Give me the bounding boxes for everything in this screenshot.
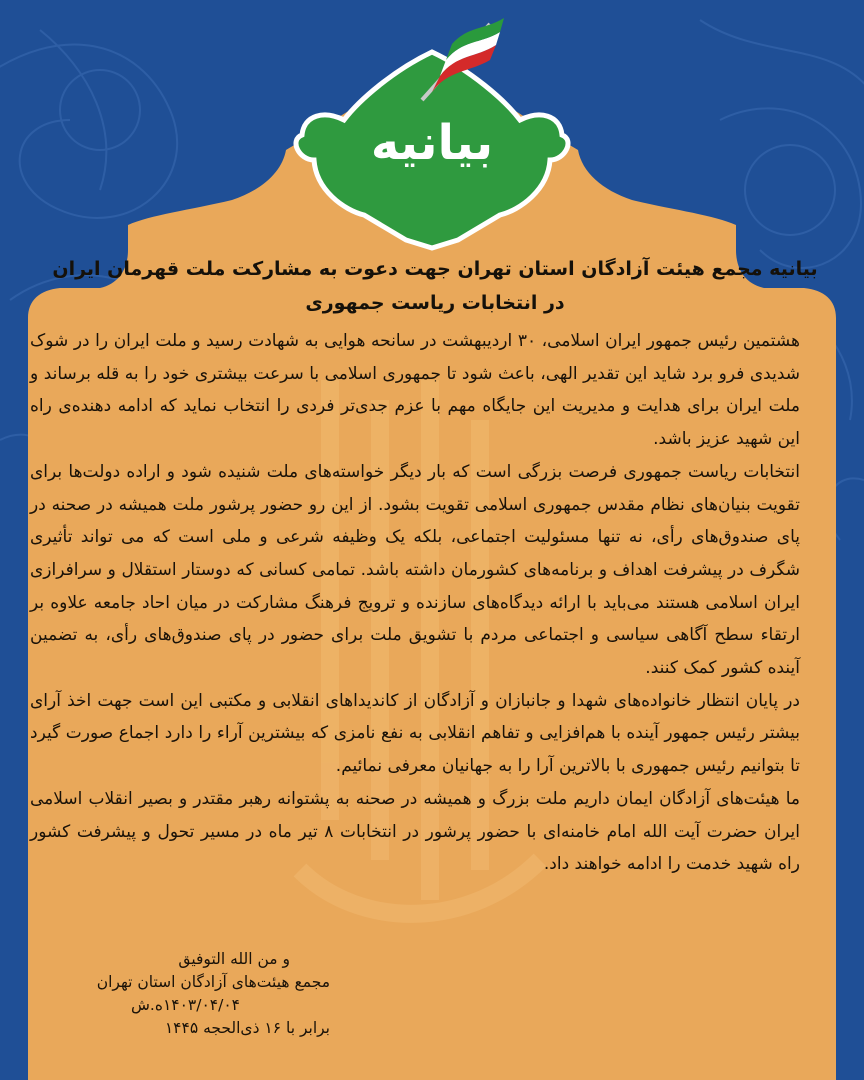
statement-body bbox=[30, 325, 800, 881]
closing-line-1: و من الله التوفیق bbox=[178, 950, 290, 968]
paragraph-3: در پایان انتظار خانواده‌های شهدا و جانبازان و آزادگان از کاندیداهای انقلابی و مکتبی این است جهت اخذ آرای بیشتر رئیس جمهور آینده با هم‌افزایی و تفاهم انقلابی به نفع نامزی که بیشترین آراء را دارد اجماع صورت گیرد تا بتوانیم رئیس جمهوری با بالاترین آرا را به جهانیان معرفی نمائیم. bbox=[30, 690, 800, 777]
closing-signature bbox=[60, 948, 330, 1040]
closing-line-2: مجمع هیئت‌های آزادگان استان تهران bbox=[96, 973, 330, 991]
title-line-2: در انتخابات ریاست جمهوری bbox=[305, 292, 565, 314]
paragraph-2: انتخابات ریاست جمهوری فرصت بزرگی است که بار دیگر خواسته‌های ملت شنیده شود و اراده دولت‌ها برای تقویت بنیان‌های نظام مقدس جمهوری اسلامی تقویت بشود. از این رو حضور پرشور ملت همیشه در صحنه در پای صندوق‌های رأی، نه تنها مسئولیت اجتماعی، بلکه یک وظیفه شرعی و ملی است که می تواند تأثیری شگرف در پیشرفت اهداف و برنامه‌های کشورمان داشته باشد. تمامی کسانی که دوستار استقلال و سرافرازی ایران اسلامی هستند می‌باید با ارائه دیدگاه‌های سازنده و ترویج فرهنگ مشارکت در میان احاد جامعه علاوه بر ارتقاء سطح آگاهی سیاسی و اجتماعی مردم با تشویق ملت برای حضور در پای صندوق‌های رأی، به تضمین آینده کشور کمک کنند. bbox=[30, 461, 800, 679]
paragraph-1: هشتمین رئیس جمهور ایران اسلامی، ۳۰ اردیبهشت در سانحه هوایی به شهادت رسید و ملت ایران را در شوک شدیدی فرو برد شاید این تقدیر الهی، باعث شود تا جمهوری اسلامی با سرعت بیشتری خود را به قله برساند و ملت ایران برای هدایت و مدیریت این جایگاه مهم با عزم جدی‌تر فردی را انتخاب نماید که ادامه دهنده‌ی راه این شهید عزیز باشد. bbox=[30, 331, 800, 450]
closing-line-4: برابر با ۱۶ ذی‌الحجه ۱۴۴۵ bbox=[164, 1019, 330, 1037]
paragraph-4: ما هیئت‌های آزادگان ایمان داریم ملت بزرگ و همیشه در صحنه به پشتوانه رهبر مقتدر و بصیر انقلاب اسلامی ایران حضرت آیت الله امام خامنه‌ای با حضور پرشور در انتخابات ۸ تیر ماه در مسیر تحول و پیشرفت کشور راه شهید خدمت را ادامه خواهند داد. bbox=[30, 788, 801, 875]
closing-line-3: ۱۴۰۳/۰۴/۰۴ه.ش bbox=[130, 996, 240, 1014]
badge-label: بیانیه bbox=[370, 115, 494, 171]
title-line-1: بیانیه مجمع هیئت آزادگان استان تهران جهت دعوت به مشارکت ملت قهرمان ایران bbox=[52, 258, 818, 280]
